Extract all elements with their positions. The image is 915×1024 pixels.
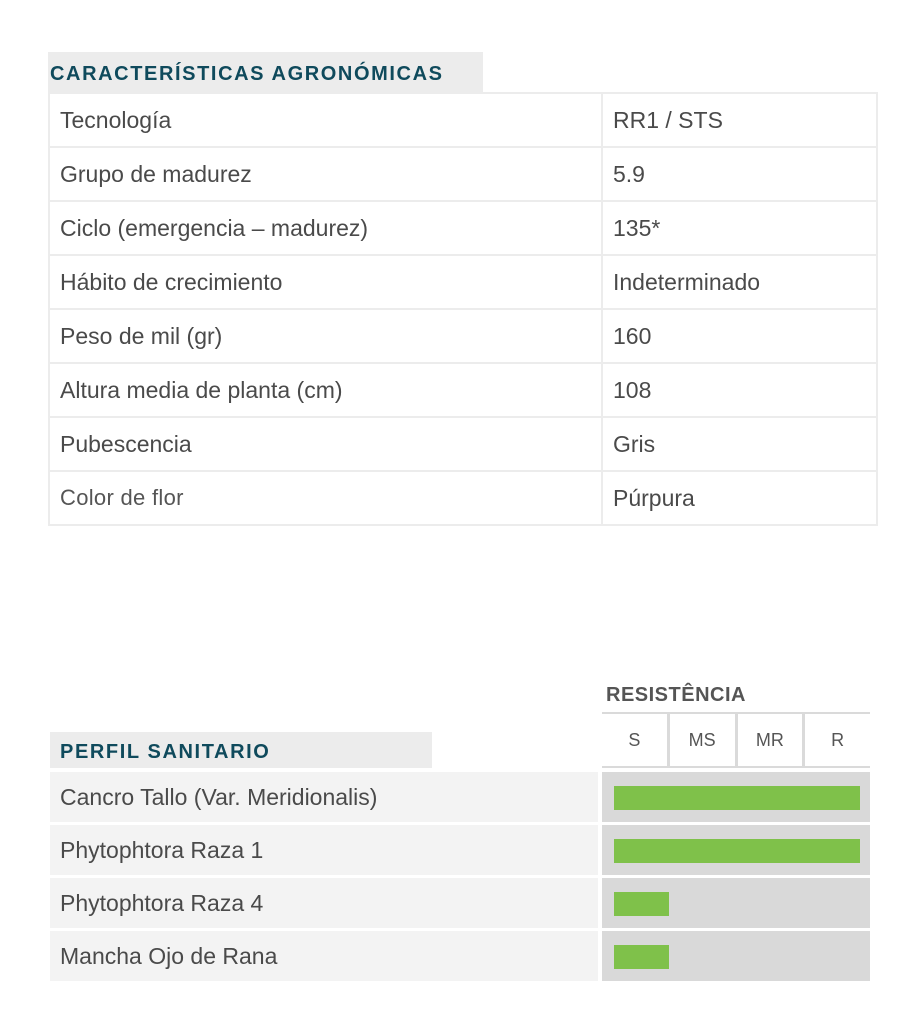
agronomic-table xyxy=(48,92,878,526)
row-label: Peso de mil (gr) xyxy=(49,309,602,363)
row-value: 5.9 xyxy=(602,147,877,201)
row-value: Gris xyxy=(602,417,877,471)
table-row xyxy=(49,309,877,363)
resistance-bar xyxy=(614,839,860,863)
sanitary-row xyxy=(50,878,870,928)
resistance-bar-track xyxy=(602,772,870,822)
row-label: Color de flor xyxy=(49,471,602,525)
row-value: 160 xyxy=(602,309,877,363)
sanitary-row xyxy=(50,825,870,875)
disease-label: Phytophtora Raza 4 xyxy=(50,878,598,928)
disease-label: Mancha Ojo de Rana xyxy=(50,931,598,981)
resistance-bar xyxy=(614,892,669,916)
table-row xyxy=(49,201,877,255)
resistance-bar xyxy=(614,945,669,969)
table-row xyxy=(49,363,877,417)
level-s-label: S xyxy=(602,714,667,766)
level-r-label: R xyxy=(805,714,870,766)
disease-label: Phytophtora Raza 1 xyxy=(50,825,598,875)
sanitary-section-title: PERFIL SANITARIO xyxy=(50,732,432,768)
resistance-bar-track xyxy=(602,825,870,875)
resistance-bar-track xyxy=(602,878,870,928)
disease-label: Cancro Tallo (Var. Meridionalis) xyxy=(50,772,598,822)
resistance-title: RESISTÊNCIA xyxy=(606,684,746,706)
table-row xyxy=(49,93,877,147)
level-ms-label: MS xyxy=(670,714,735,766)
row-value: Púrpura xyxy=(602,471,877,525)
table-row xyxy=(49,147,877,201)
row-label: Tecnología xyxy=(49,93,602,147)
level-mr-label: MR xyxy=(738,714,803,766)
row-value: 108 xyxy=(602,363,877,417)
resistance-bar-track xyxy=(602,931,870,981)
sanitary-row xyxy=(50,931,870,981)
row-label: Ciclo (emergencia – madurez) xyxy=(49,201,602,255)
sanitary-row xyxy=(50,772,870,822)
row-label: Hábito de crecimiento xyxy=(49,255,602,309)
resistance-bar xyxy=(614,786,860,810)
table-row xyxy=(49,417,877,471)
table-row xyxy=(49,255,877,309)
resistance-scale-header xyxy=(602,712,870,768)
row-label: Altura media de planta (cm) xyxy=(49,363,602,417)
row-label: Grupo de madurez xyxy=(49,147,602,201)
row-value: RR1 / STS xyxy=(602,93,877,147)
row-label: Pubescencia xyxy=(49,417,602,471)
agronomic-section-title: CARACTERÍSTICAS AGRONÓMICAS xyxy=(48,52,483,92)
row-value: Indeterminado xyxy=(602,255,877,309)
table-row xyxy=(49,471,877,525)
row-value: 135* xyxy=(602,201,877,255)
